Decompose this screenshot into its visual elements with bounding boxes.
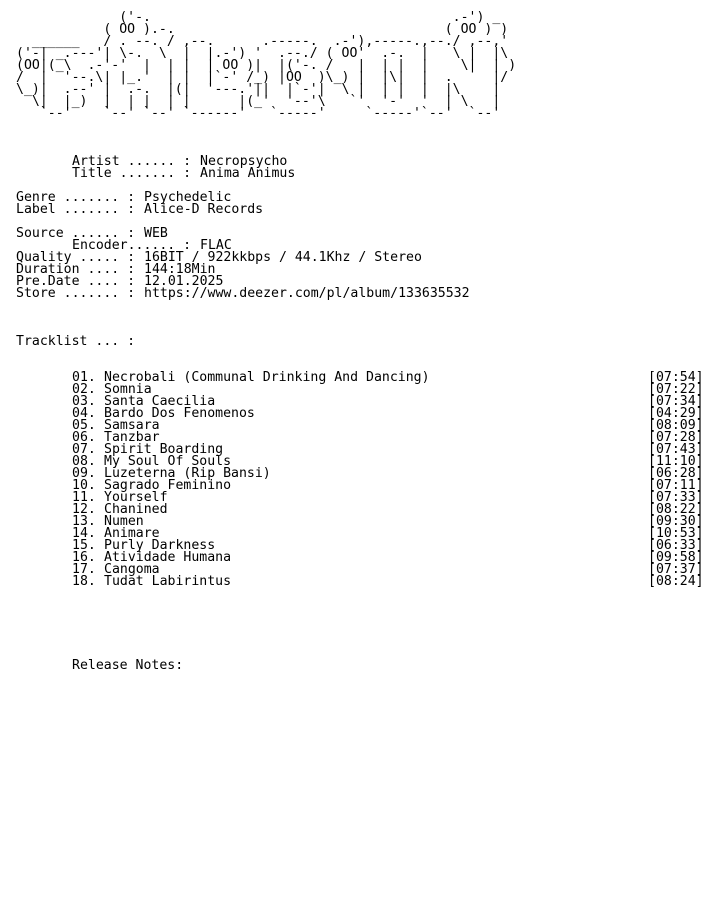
track-number: 02. xyxy=(72,382,96,397)
label-value: Alice-D Records xyxy=(144,202,264,217)
ascii-logo-line: \| |_) | | | | | |(_' '--'\ `' '-' ' | \ | xyxy=(16,94,501,109)
tracklist-heading: Tracklist ... : xyxy=(16,334,136,349)
track-number: 18. xyxy=(72,574,96,589)
ascii-logo xyxy=(16,12,706,120)
store-row xyxy=(16,288,706,300)
ascii-logo-line: `--' `--' `--' `------' `-----' `-----'`--' `--' xyxy=(16,106,501,121)
track-title: Samsara xyxy=(104,418,160,433)
encoder-value: FLAC xyxy=(200,238,232,253)
track-number: 06. xyxy=(72,430,96,445)
duration-label: Duration .... : xyxy=(16,262,136,277)
ascii-logo-line: ______ / . --. / ,--. .-----. .-'),-----.,--./ ,--,' xyxy=(16,34,509,49)
track-duration: [04:29] xyxy=(648,406,704,421)
track-duration: [06:33] xyxy=(648,538,704,553)
ascii-logo-line: / | '--.\| |_.' | | |`-' /_) |OO )\_) | |\| | . |/ xyxy=(16,70,509,85)
track-title: Tudat Labirintus xyxy=(104,574,232,589)
track-number: 11. xyxy=(72,490,96,505)
track-number: 05. xyxy=(72,418,96,433)
track-row xyxy=(16,576,706,588)
ascii-logo-line: ('-. .-') _ xyxy=(16,10,501,25)
encoder-label: Encoder...... : xyxy=(72,238,192,253)
track-title: Animare xyxy=(104,526,160,541)
track-duration: [09:30] xyxy=(648,514,704,529)
track-title: Yourself xyxy=(104,490,168,505)
track-number: 15. xyxy=(72,538,96,553)
predate-label: Pre.Date .... : xyxy=(16,274,136,289)
track-title: Spirit Boarding xyxy=(104,442,224,457)
track-title: Tanzbar xyxy=(104,430,160,445)
track-duration: [07:28] xyxy=(648,430,704,445)
ascii-logo-line: ('-| _.---'| \-. \ | |.-') ' .--./ ( OO' .-. | \ | |\ xyxy=(16,46,509,61)
title-value: Anima Animus xyxy=(200,166,296,181)
track-duration: [10:53] xyxy=(648,526,704,541)
track-title: Purly Darkness xyxy=(104,538,216,553)
genre-label: Genre ....... : xyxy=(16,190,136,205)
track-duration: [07:11] xyxy=(648,478,704,493)
predate-value: 12.01.2025 xyxy=(144,274,224,289)
track-number: 04. xyxy=(72,406,96,421)
track-title: Santa Caecilia xyxy=(104,394,216,409)
label-row xyxy=(16,204,706,216)
source-value: WEB xyxy=(144,226,168,241)
track-title: Numen xyxy=(104,514,144,529)
track-number: 07. xyxy=(72,442,96,457)
track-duration: [09:58] xyxy=(648,550,704,565)
tracklist-heading-row xyxy=(16,336,706,348)
track-number: 01. xyxy=(72,370,96,385)
track-duration: [07:54] xyxy=(648,370,704,385)
track-title: Somnia xyxy=(104,382,152,397)
track-number: 08. xyxy=(72,454,96,469)
spacer xyxy=(16,588,706,648)
release-notes-row xyxy=(16,660,706,672)
spacer xyxy=(16,348,706,372)
ascii-logo-line: ( OO ).-. ( OO ) ) xyxy=(16,22,509,37)
track-title: Cangoma xyxy=(104,562,160,577)
track-title: My Soul Of Souls xyxy=(104,454,232,469)
track-number: 12. xyxy=(72,502,96,517)
track-number: 16. xyxy=(72,550,96,565)
artist-label: Artist ...... : xyxy=(72,154,192,169)
store-label: Store ....... : xyxy=(16,286,136,301)
track-duration: [08:09] xyxy=(648,418,704,433)
store-url: https://www.deezer.com/pl/album/133635532 xyxy=(144,286,470,301)
quality-value: 16BIT / 922kkbps / 44.1Khz / Stereo xyxy=(144,250,422,265)
track-duration: [06:28] xyxy=(648,466,704,481)
release-notes-heading: Release Notes: xyxy=(72,658,184,673)
track-title: Sagrado Feminino xyxy=(104,478,232,493)
track-duration: [11:10] xyxy=(648,454,704,469)
track-title: Chanined xyxy=(104,502,168,517)
nfo-document xyxy=(16,12,706,672)
track-duration: [07:37] xyxy=(648,562,704,577)
track-title: Necrobali (Communal Drinking And Dancing) xyxy=(104,370,430,385)
track-title: Atividade Humana xyxy=(104,550,232,565)
title-label: Title ....... : xyxy=(72,166,192,181)
track-title: Bardo Dos Fenomenos xyxy=(104,406,255,421)
ascii-logo-line: (OO|(_\ .-'-' | | | | OO )| |('-. / | | | | \| | ) xyxy=(16,58,517,73)
track-title: Luzeterna (Rip Bansi) xyxy=(104,466,271,481)
ascii-logo-line: \_)| .--' | .-. |(| '---.'|| |`-'| \ | | | | |\ | xyxy=(16,82,501,97)
track-duration: [07:34] xyxy=(648,394,704,409)
track-number: 03. xyxy=(72,394,96,409)
artist-value: Necropsycho xyxy=(200,154,288,169)
track-number: 09. xyxy=(72,466,96,481)
track-duration: [07:43] xyxy=(648,442,704,457)
track-duration: [08:22] xyxy=(648,502,704,517)
track-number: 10. xyxy=(72,478,96,493)
label-label: Label ....... : xyxy=(16,202,136,217)
track-duration: [07:33] xyxy=(648,490,704,505)
tracklist xyxy=(16,372,706,588)
quality-label: Quality ..... : xyxy=(16,250,136,265)
title-row xyxy=(16,168,706,180)
source-label: Source ...... : xyxy=(16,226,136,241)
track-duration: [07:22] xyxy=(648,382,704,397)
duration-value: 144:18Min xyxy=(144,262,216,277)
track-number: 14. xyxy=(72,526,96,541)
genre-value: Psychedelic xyxy=(144,190,232,205)
spacer xyxy=(16,300,706,336)
track-duration: [08:24] xyxy=(648,574,704,589)
track-number: 17. xyxy=(72,562,96,577)
track-number: 13. xyxy=(72,514,96,529)
spacer xyxy=(16,120,706,156)
